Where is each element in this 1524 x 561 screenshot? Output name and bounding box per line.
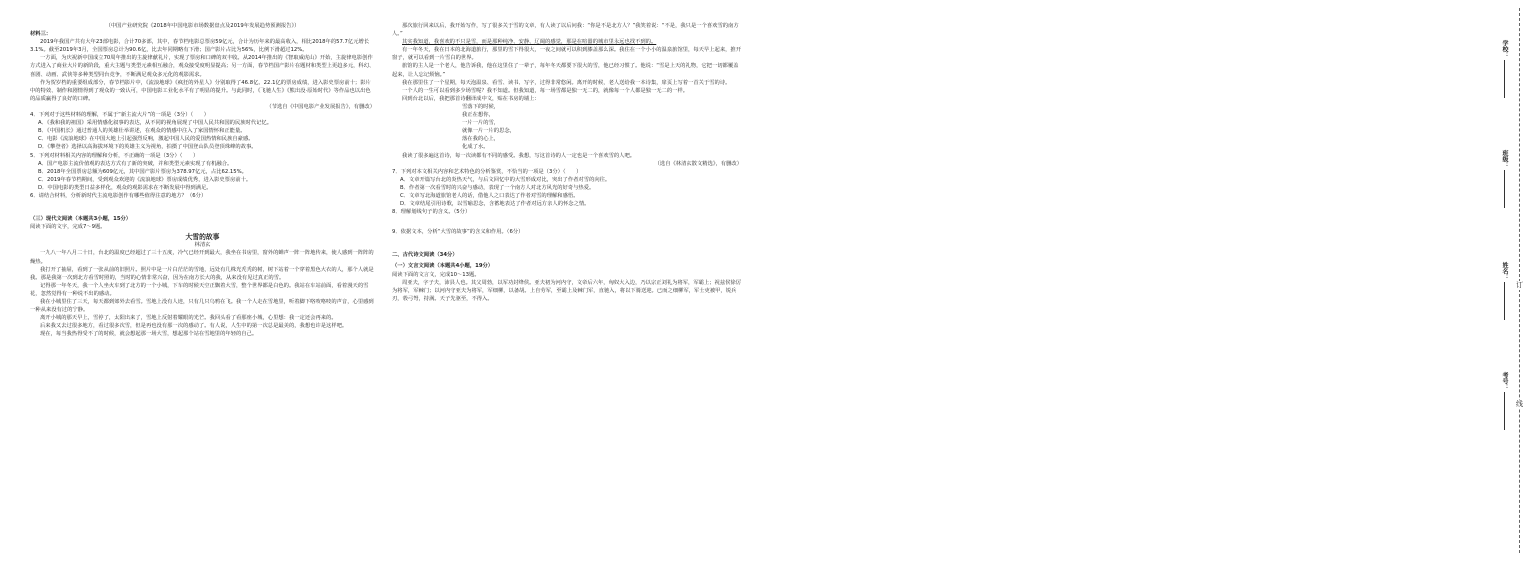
right-column [392, 22, 742, 555]
school-blank[interactable] [1504, 60, 1505, 98]
material-paragraph: 一方面，为庆祝新中国成立70周年推出的主旋律献礼片，实现了票房和口碑的双丰收。从2014年推出的《智取威虎山》开始，主旋律电影创作方式进入了商业大片的新阶段，重大主题与类型元素相互融合，观众接受度明显提高；另一方面，春节档国产影片在题材和类型上更趋多元，科幻、喜剧、动画、武侠等多种类型同台竞争，不断满足观众多元化的观影需求。 [30, 55, 375, 78]
story-author: 林清玄 [194, 242, 211, 249]
story-paragraph: 一个人的一生可以看到多少场雪呢？我不知道。但我知道，每一场雪都是独一无二的，就像每一个人都是独一无二的一样。 [402, 87, 689, 94]
story-paragraph: 我在小城里住了三天，每天都到郊外去看雪。雪地上没有人迹，只有几只乌鸦在飞。我一个人走在雪地里，听着脚下咯吱咯吱的声音，心里感到一种从来没有过的宁静。 [30, 299, 374, 314]
option: D．文章结尾引用诗歌，以雪喻思念，含蓄地表达了作者对远方亲人的怀念之情。 [400, 201, 590, 208]
section-heading: （三）现代文阅读（本题共3小题，15分） [30, 216, 132, 223]
question-6: 6．请结合材料，分析新时代主流电影创作有哪些值得注意的地方？（6分） [30, 192, 207, 199]
question-7: 7．下列对本文相关内容和艺术特色的分析鉴赏，不恰当的一项是（3分）（ ） [392, 168, 582, 175]
story-paragraph: 一九八一年八月二十日，台北的温度已经超过了三十五度，冷气已经开到最大，我坐在书房里，窗外的蝉声一阵一阵地传来，使人感到一阵阵的燥热。 [30, 250, 374, 265]
story-source: （选自《林清玄散文精选》，有删改） [654, 160, 742, 167]
material-label: 材料三： [30, 31, 52, 38]
poem-line: 落在我的心上， [462, 136, 500, 143]
binding-mark-xian: 线 [1516, 400, 1523, 408]
poem-line: 我正在想你， [462, 112, 494, 119]
option: D．《攀登者》选择以高海拔环境下的英雄主义为视角，拍摄了中国登山队员登顶珠峰的故事。 [38, 144, 257, 151]
poem-line: 雪落下的时候， [462, 103, 500, 110]
story-paragraph: 旅馆的主人是一个老人，他告诉我，他在这里住了一辈子，每年冬天都要下很大的雪，他已经习惯了。他说：“雪是上天的礼物，它把一切都覆盖起来，让人忘记烦恼。” [392, 63, 739, 78]
question-5: 5．下列对材料相关内容的理解和分析，不正确的一项是（3分）（ ） [30, 152, 199, 159]
material-paragraph: 作为贺岁档的重要组成部分，春节档影片中，《流浪地球》《疯狂的外星人》分别取得了46.8亿、22.1亿的票房成绩，进入影史票房前十；影片中的特效、制作和剧情得到了观众的一致认可，中国电影工业化水平有了明显的提升。与此同时，《飞驰人生》《熊出没·原始时代》等作品也以出色的品质赢得了良好的口碑。 [30, 79, 371, 102]
option: A．《我和我的祖国》采用情感化叙事的表达，从不同的视角展现了中国人民共和国的民族时代记忆。 [38, 120, 273, 127]
number-blank[interactable] [1504, 392, 1505, 430]
name-blank[interactable] [1504, 282, 1505, 320]
story-paragraph: 我打开了抽屉，看到了一张从前的旧照片。照片中是一片白茫茫的雪地，远处有几株光秃秃的树，树下站着一个穿着黑色大衣的人，那个人就是我。那是我第一次到北方看雪时照的，当时的心情非常兴奋，因为在南方长大的我，从来没有见过真正的雪。 [30, 266, 374, 281]
story-paragraph: 现在，每当我热得受不了的时候，就会想起那一场大雪，想起那个站在雪地里的年轻的自己。 [40, 331, 258, 338]
number-field[interactable] [1500, 372, 1508, 430]
option: A．文章开篇写台北的炎热天气，与后文回忆中的大雪形成对比，突出了作者对雪的向往。 [400, 176, 611, 183]
story-paragraph: 那次旅行回来以后，我开始写作，写了很多关于雪的文章，有人读了以后问我：“你是不是北方人？”我笑着说：“不是，我只是一个喜欢雪的南方人。” [392, 23, 739, 38]
material-paragraph: 2019年我国产共有大年23部电影，合计70多部，其中，春节档电影总票房59亿元，合计为历年来的最高收入，相比2018年的57.7亿元增长3.1%。截至2019年3月，全国票房总计为90.6亿，比去年同期略有下滑；国产影片占比为56%，比例下滑超过12%。 [30, 39, 370, 54]
poem-line: 化成了水。 [462, 144, 489, 151]
name-field[interactable] [1500, 262, 1508, 320]
option: A．国产电影主流价值观的表达方式有了新的突破，并和类型元素实现了有机融合。 [38, 160, 233, 167]
poem-line: 一片一片的雪， [462, 120, 500, 127]
story-paragraph: 记得那一年冬天，我一个人坐火车到了北方的一个小城，下车的时候天空正飘着大雪，整个世界都是白色的。我站在车站前面，看着漫天的雪花，忽然觉得有一种说不出的感动。 [30, 282, 369, 297]
option: B．《中国机长》通过普通人的英雄壮举讲述，在观众的情感中注入了家国情怀和正能量。 [38, 128, 246, 135]
story-paragraph: 我在那里住了一个星期，每天泡温泉、看雪、读书、写字，过得非常悠闲。离开的时候，老人送给我一本诗集，扉页上写着一首关于雪的诗。 [402, 79, 731, 86]
class-field[interactable] [1500, 150, 1508, 208]
option: C．电影《流浪地球》在中国大地上引起强烈反响，激起中国人民的爱国热情和民族自豪感。 [38, 136, 254, 143]
source-note: （中国产业研究院《2018年中国电影市场数据盘点及2019年发展趋势预测报告》） [105, 23, 300, 29]
answer-space [392, 236, 742, 248]
underlined-sentence: 其实我知道，我喜欢的不只是雪，而是那种纯净、安静、辽阔的感觉，那是在喧嚣的城市里永远也找不到的。 [402, 39, 657, 46]
classical-text: 周亚夫，字子夫，沛县人也。其父周勃，以军功封绛侯。亚夫初为河内守，文帝后六年，匈奴大入边，乃以宗正刘礼为将军，军霸上；祝兹侯徐厉为将军，军棘门；以河内守亚夫为将军，军细柳，以备胡。上自劳军，至霸上及棘门军，直驰入，将以下骑送迎。已而之细柳军，军士吏被甲，锐兵刃，彀弓弩，持满。天子先驱至，不得入。 [392, 279, 742, 302]
part-heading: 二、古代诗文阅读（34分） [392, 252, 458, 259]
question-9: 9．依据文本，分析“大雪的故事”的含义和作用。（6分） [392, 229, 524, 236]
school-label: 学校： [1501, 40, 1508, 58]
answer-space [392, 216, 742, 228]
option: C．2019年春节档期间，受到观众欢迎的《流浪地球》票房成绩优秀，进入影史票房前十。 [38, 176, 252, 183]
binding-mark-ding: 订 [1516, 281, 1523, 289]
class-blank[interactable] [1504, 170, 1505, 208]
option: C．文章写北海道旅馆老人的话，借他人之口表达了作者对雪的理解和感悟。 [400, 192, 579, 199]
binding-margin [748, 0, 1523, 561]
school-field[interactable] [1500, 40, 1508, 98]
poem-line: 就像一片一片的思念， [462, 128, 515, 135]
number-label: 考号： [1501, 372, 1508, 390]
story-paragraph: 后来我又去过很多地方，看过很多次雪，但是再也没有那一次的感动了。有人说，人生中的第一次总是最美的，我想也许是这样吧。 [40, 323, 348, 330]
subsection-heading: （一）文言文阅读（本题共4小题，19分） [392, 263, 494, 270]
story-paragraph: 我读了很多遍这首诗，每一次读都有不同的感受。我想，写这首诗的人一定也是一个喜欢雪的人吧。 [402, 152, 636, 159]
question-4: 4．下列对于这些材料的理解，不属于“新主流大片”的一项是（3分）（ ） [30, 112, 210, 119]
option: B．作者第一次看雪时的兴奋与感动，表现了一个南方人对北方风光的好奇与热爱。 [400, 184, 595, 191]
story-paragraph: 回到台北以后，我把那首诗翻译成中文，贴在书房的墙上： [402, 95, 540, 102]
class-label: 班级： [1501, 150, 1508, 168]
option: B．2018年全国票房总额为609亿元，其中国产影片票房为378.97亿元，占比62.15%。 [38, 168, 247, 175]
story-paragraph: 有一年冬天，我在日本的北海道旅行，那里的雪下得很大，一夜之间就可以积到膝盖那么深。我住在一个小小的温泉旅馆里，每天早上起来，推开窗子，就可以看到一片雪白的世界。 [392, 47, 742, 62]
section-instruction: 阅读下面的文字，完成7～9题。 [30, 224, 106, 231]
material-source: （节选自《中国电影产业发展报告》，有删改） [266, 103, 375, 110]
question-8: 8．理解划线句子的含义。（5分） [392, 209, 471, 216]
story-title: 大雪的故事 [185, 233, 220, 242]
left-column [30, 22, 375, 555]
name-label: 姓名： [1501, 262, 1508, 280]
answer-space [30, 200, 375, 212]
option: D．中国电影的类型日益多样化，观众的观影需求在不断发展中得到满足。 [38, 184, 212, 191]
subsection-instruction: 阅读下面的文言文，完成10～13题。 [392, 271, 480, 278]
story-paragraph: 离开小城的那天早上，雪停了，太阳出来了，雪地上反射着耀眼的光芒。我回头看了看那座小城，心里想：我一定还会再来的。 [40, 315, 337, 322]
